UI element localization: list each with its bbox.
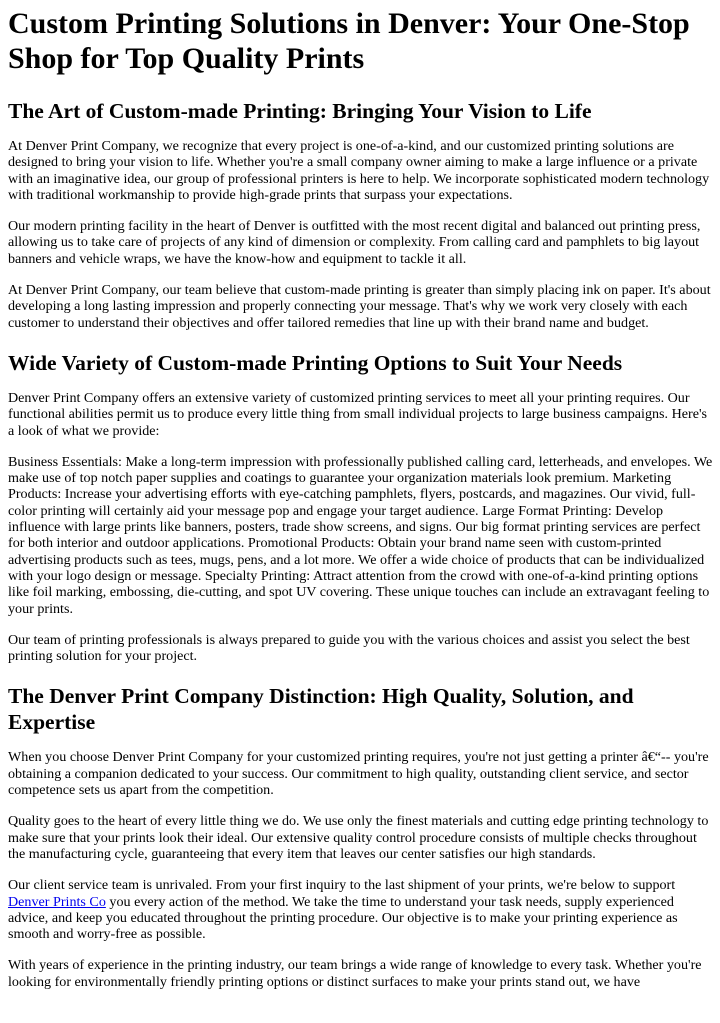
paragraph-text-after-link: you every action of the method. We take the time to understand your task needs, supply experienced advice, and keep you educated throughout the printing procedure. Our objective is to make your printing experience as smooth and worry-free as possible. bbox=[8, 893, 678, 943]
paragraph-text-before-link: Our client service team is unrivaled. From your first inquiry to the last shipment of your prints, we're below to support bbox=[8, 877, 676, 894]
paragraph: Our team of printing professionals is always prepared to guide you with the various choices and assist you select the best printing solution for your project. bbox=[8, 631, 690, 665]
section-heading-art: The Art of Custom-made Printing: Bringing Your Vision to Life bbox=[8, 99, 592, 123]
paragraph: With years of experience in the printing industry, our team brings a wide range of knowledge to every task. Whether you're looking for environmentally friendly printing options or distinct surfaces to make your prints stand out, we have bbox=[8, 957, 702, 990]
paragraph: At Denver Print Company, we recognize that every project is one-of-a-kind, and our customized printing solutions are designed to bring your vision to life. Whether you're a small company owner aiming to make a large influence or a private with an imaginative idea, our group of professional printers is here to help. We incorporate sophisticated modern technology with traditional workmanship to provide high-grade prints that surpass your expectations. bbox=[8, 138, 710, 203]
section-heading-variety: Wide Variety of Custom-made Printing Options to Suit Your Needs bbox=[8, 350, 623, 375]
paragraph: When you choose Denver Print Company for your customized printing requires, you're not just getting a printer â€“-- you're obtaining a companion dedicated to your success. Our commitment to high quality, outstanding client service, and sector competence sets us apart from the competition. bbox=[8, 749, 709, 799]
paragraph: Denver Print Company offers an extensive variety of customized printing services to meet all your printing requires. Our functional abilities permit us to produce every little thing from small individual projects to large business campaigns. Here's a look of what we provide: bbox=[8, 389, 707, 439]
denver-prints-co-link[interactable]: Denver Prints Co bbox=[8, 893, 106, 910]
section-heading-distinction: The Denver Print Company Distinction: High Quality, Solution, and Expertise bbox=[8, 684, 634, 735]
paragraph: At Denver Print Company, our team believe that custom-made printing is greater than simply placing ink on paper. It's about developing a long lasting impression and properly connecting your message. That's why we work very closely with each customer to understand their objectives and offer tailored remedies that line up with their brand name and budget. bbox=[8, 282, 711, 331]
paragraph: Business Essentials: Make a long-term impression with professionally published calling card, letterheads, and envelopes. We make use of top notch paper supplies and coatings to guarantee your organization materials look premium. Marketing Products: Increase your advertising efforts with eye-catching pamphlets, flyers, postcards, and magazines. Our vivid, full-color printing will certainly aid your message pop and engage your target audience. Large Format Printing: Develop influence with large prints like banners, posters, trade show screens, and signs. Our big format printing services are perfect for both interior and outdoor applications. Promotional Products: Obtain your brand name seen with custom-printed advertising products such as tees, mugs, pens, and a lot more. We offer a wide choice of products that can be individualized with your logo design or message. Specialty Printing: Attract attention from the crowd with one-of-a-kind printing options like foil marking, embossing, die-cutting, and spot UV covering. These unique touches can include an extravagant feeling to your prints. bbox=[8, 453, 713, 617]
paragraph-with-link bbox=[8, 877, 713, 942]
page-title: Custom Printing Solutions in Denver: Your One-Stop Shop for Top Quality Prints bbox=[8, 7, 690, 75]
article bbox=[0, 6, 720, 990]
paragraph: Our modern printing facility in the heart of Denver is outfitted with the most recent digital and balanced out printing press, allowing us to take care of projects of any kind of dimension or complexity. From calling card and pamphlets to big layout banners and vehicle wraps, we have the know-how and equipment to tackle it all. bbox=[8, 218, 701, 267]
paragraph: Quality goes to the heart of every little thing we do. We use only the finest materials and cutting edge printing technology to make sure that your prints look their ideal. Our extensive quality control procedure consists of multiple checks throughout the manufacturing cycle, guaranteeing that every item that leaves our center satisfies our high standards. bbox=[8, 813, 709, 862]
